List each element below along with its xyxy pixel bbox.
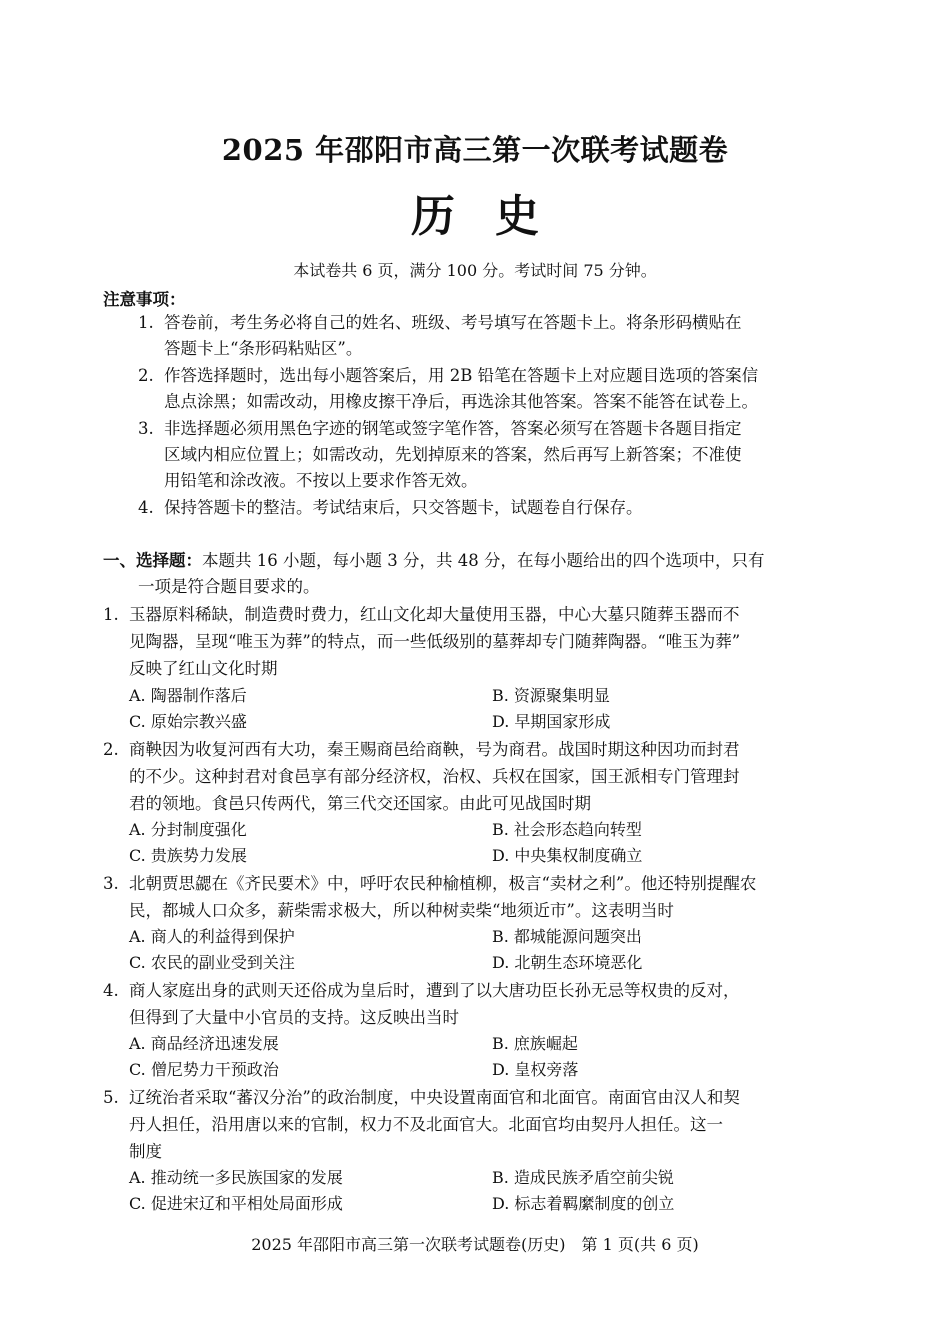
question-line: 君的领地。食邑只传两代，第三代交还国家。由此可见战国时期 <box>129 794 591 813</box>
section-instructions-line2: 一项是符合题目要求的。 <box>138 577 320 596</box>
option-a: A. 商人的利益得到保护 <box>129 927 295 946</box>
option-b: B. 造成民族矛盾空前尖锐 <box>492 1168 674 1187</box>
question-number: 2. <box>103 740 119 759</box>
option-b: B. 都城能源问题突出 <box>492 927 642 946</box>
option-a: A. 陶器制作落后 <box>129 686 247 705</box>
notice-item-number: 4. <box>138 498 154 517</box>
section-heading <box>103 551 764 571</box>
notice-title: 注意事项： <box>103 290 186 309</box>
question-line: 丹人担任，沿用唐以来的官制，权力不及北面官大。北面官均由契丹人担任。这一 <box>129 1115 723 1134</box>
question-line: 反映了红山文化时期 <box>129 659 278 678</box>
option-c: C. 促进宋辽和平相处局面形成 <box>129 1194 343 1213</box>
option-d: D. 皇权旁落 <box>492 1060 579 1079</box>
page-footer: 2025 年邵阳市高三第一次联考试题卷(历史) 第 1 页(共 6 页) <box>251 1235 699 1254</box>
notice-item-2 <box>138 366 758 386</box>
option-b: B. 庶族崛起 <box>492 1034 578 1053</box>
option-a: A. 商品经济迅速发展 <box>129 1034 279 1053</box>
notice-item-number: 2. <box>138 366 154 385</box>
option-c: C. 贵族势力发展 <box>129 846 247 865</box>
notice-item-number: 3. <box>138 419 154 438</box>
notice-item-line: 答题卡上“条形码粘贴区”。 <box>164 339 363 358</box>
question-line: 商鞅因为收复河西有大功，秦王赐商邑给商鞅，号为商君。战国时期这种因功而封君 <box>129 740 740 759</box>
notice-item-3 <box>138 419 742 439</box>
question-5 <box>103 1088 740 1108</box>
option-d: D. 中央集权制度确立 <box>492 846 643 865</box>
notice-item-line: 作答选择题时，选出每小题答案后，用 2B 铅笔在答题卡上对应题目选项的答案信 <box>164 366 759 385</box>
question-number: 5. <box>103 1088 119 1107</box>
question-line: 制度 <box>129 1142 162 1161</box>
option-d: D. 早期国家形成 <box>492 712 611 731</box>
question-number: 1. <box>103 605 119 624</box>
question-line: 北朝贾思勰在《齐民要术》中，呼吁农民种榆植柳，极言“卖材之利”。他还特别提醒农 <box>129 874 757 893</box>
option-a: A. 分封制度强化 <box>129 820 247 839</box>
question-line: 的不少。这种封君对食邑享有部分经济权，治权、兵权在国家，国王派相专门管理封 <box>129 767 740 786</box>
question-line: 商人家庭出身的武则天还俗成为皇后时，遭到了以大唐功臣长孙无忌等权贵的反对， <box>129 981 740 1000</box>
exam-title: 2025 年邵阳市高三第一次联考试题卷 <box>221 133 729 167</box>
notice-item-4 <box>138 498 643 518</box>
question-line: 见陶器，呈现“唯玉为葬”的特点，而一些低级别的墓葬却专门随葬陶器。“唯玉为葬” <box>129 632 741 651</box>
question-line: 辽统治者采取“蕃汉分治”的政治制度，中央设置南面官和北面官。南面官由汉人和契 <box>129 1088 740 1107</box>
option-b: B. 社会形态趋向转型 <box>492 820 642 839</box>
option-d: D. 北朝生态环境恶化 <box>492 953 643 972</box>
section-instructions: 本题共 16 小题，每小题 3 分，共 48 分，在每小题给出的四个选项中，只有 <box>202 551 765 570</box>
question-1 <box>103 605 740 625</box>
option-c: C. 农民的副业受到关注 <box>129 953 295 972</box>
notice-item-1 <box>138 313 742 333</box>
question-4 <box>103 981 740 1001</box>
notice-item-number: 1. <box>138 313 154 332</box>
option-c: C. 原始宗教兴盛 <box>129 712 247 731</box>
notice-item-line: 非选择题必须用黑色字迹的钢笔或签字笔作答，答案必须写在答题卡各题目指定 <box>164 419 742 438</box>
notice-item-line: 答卷前，考生务必将自己的姓名、班级、考号填写在答题卡上。将条形码横贴在 <box>164 313 742 332</box>
notice-item-line: 保持答题卡的整洁。考试结束后，只交答题卡，试题卷自行保存。 <box>164 498 643 517</box>
question-3 <box>103 874 756 894</box>
question-number: 3. <box>103 874 119 893</box>
question-number: 4. <box>103 981 119 1000</box>
subject-title: 历史 <box>411 191 579 242</box>
notice-item-line: 用铅笔和涂改液。不按以上要求作答无效。 <box>164 471 478 490</box>
question-line: 玉器原料稀缺，制造费时费力，红山文化却大量使用玉器，中心大墓只随葬玉器而不 <box>129 605 740 624</box>
option-d: D. 标志着羁縻制度的创立 <box>492 1194 675 1213</box>
question-line: 民，都城人口众多，薪柴需求极大，所以种树卖柴“地须近市”。这表明当时 <box>129 901 674 920</box>
exam-info: 本试卷共 6 页，满分 100 分。考试时间 75 分钟。 <box>293 261 657 280</box>
question-line: 但得到了大量中小官员的支持。这反映出当时 <box>129 1008 459 1027</box>
notice-item-line: 区域内相应位置上；如需改动，先划掉原来的答案，然后再写上新答案；不准使 <box>164 445 742 464</box>
section-head-label: 一、选择题： <box>103 551 202 570</box>
option-a: A. 推动统一多民族国家的发展 <box>129 1168 343 1187</box>
notice-item-line: 息点涂黑；如需改动，用橡皮擦干净后，再选涂其他答案。答案不能答在试卷上。 <box>164 392 758 411</box>
question-2 <box>103 740 740 760</box>
option-b: B. 资源聚集明显 <box>492 686 610 705</box>
option-c: C. 僧尼势力干预政治 <box>129 1060 279 1079</box>
